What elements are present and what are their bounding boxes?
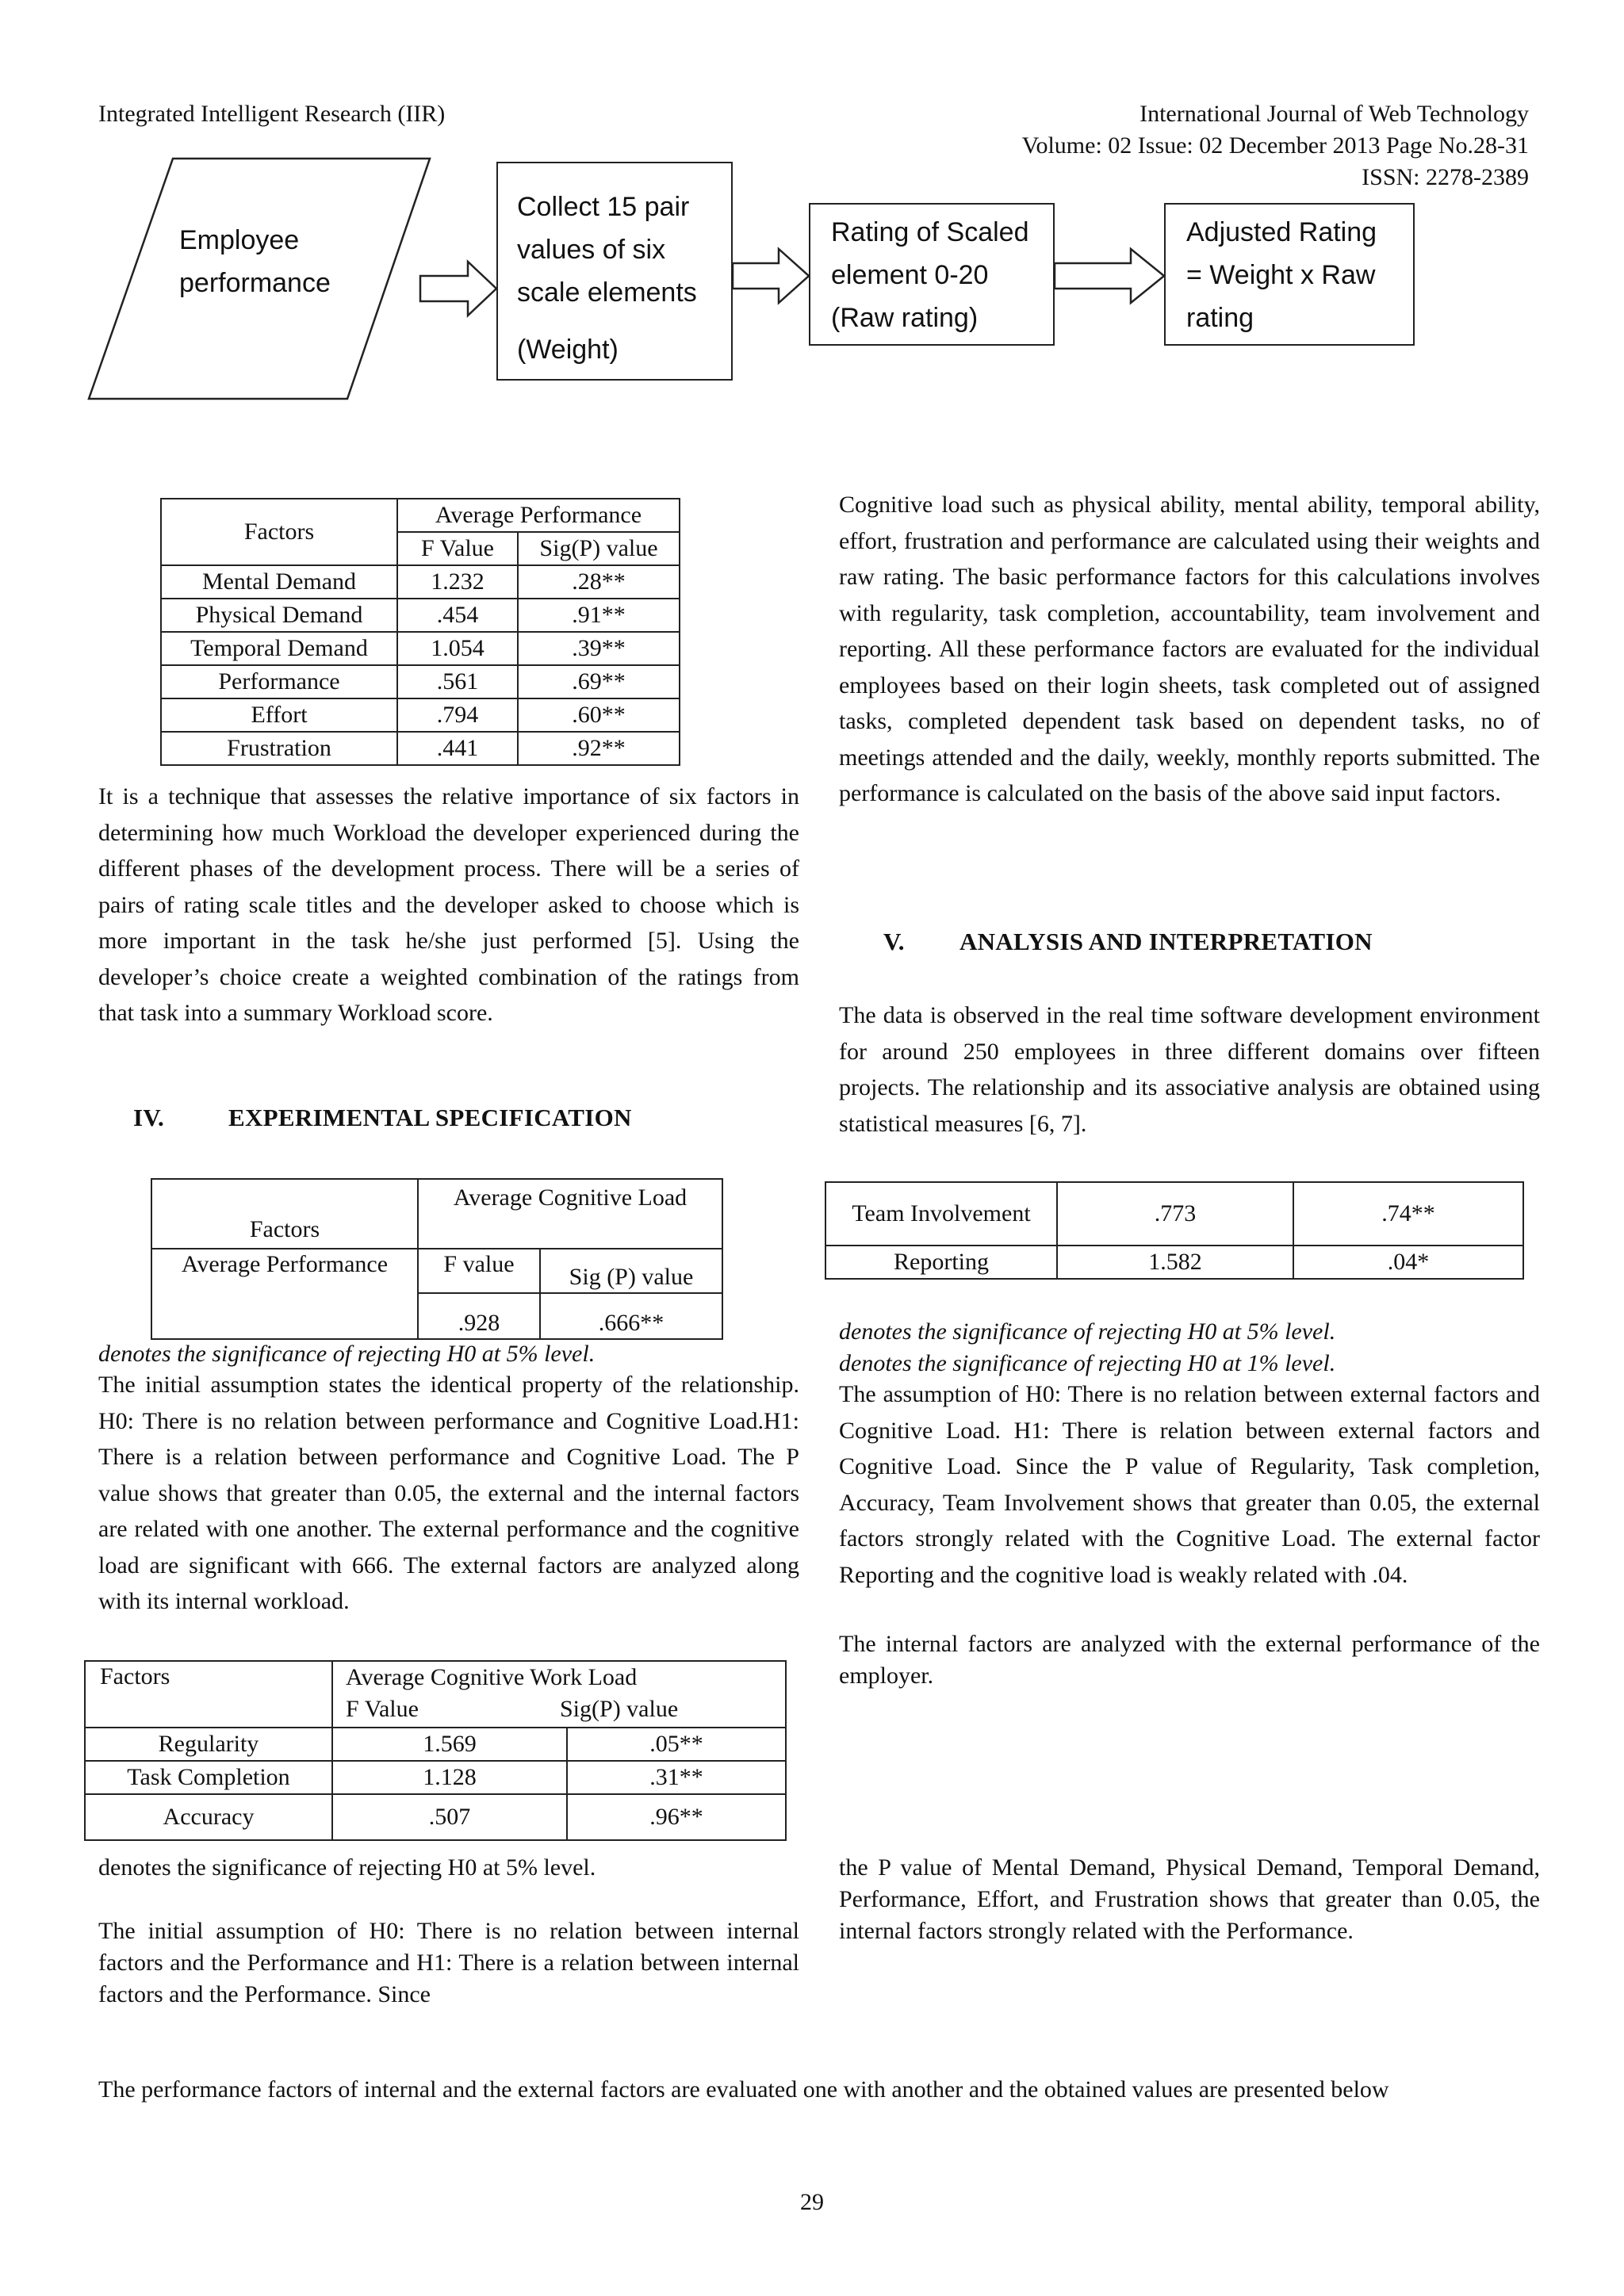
flow-step-raw-rating: Rating of Scaled element 0-20 (Raw rating)	[809, 203, 1055, 346]
flow-step-weight: Collect 15 pair values of six scale elements (Weight)	[496, 162, 733, 381]
journal-issn: ISSN: 2278-2389	[1362, 164, 1529, 190]
table-row: Effort .794 .60**	[161, 698, 680, 732]
page-number: 29	[800, 2189, 824, 2215]
table-row: Mental Demand 1.232 .28**	[161, 565, 680, 599]
table-row: Regularity 1.569 .05**	[85, 1728, 786, 1761]
col-average-cognitive-load: Average Cognitive Load	[418, 1179, 722, 1249]
table-row: Accuracy .507 .96**	[85, 1794, 786, 1840]
col-sig-value: Sig(P) value	[518, 532, 680, 565]
right-paragraph-5: the P value of Mental Demand, Physical Demand, Temporal Demand, Performance, Effort, and Frustration shows that greater than 0.05, the internal factors strongly related with the Performance.	[839, 1854, 1540, 1944]
significance-note-5pct: denotes the significance of rejecting H0 at 5% level.	[839, 1318, 1336, 1345]
arrow-2-icon	[733, 249, 809, 303]
right-paragraph-2: The data is observed in the real time software development environment for around 250 employees in three different domains over fifteen projects. The relationship and its associative analysis are obtained using statistical measures [6, 7].	[839, 1002, 1540, 1137]
arrow-3-icon	[1055, 249, 1164, 303]
flow-input-label: Employee performance	[179, 225, 331, 298]
col-average-cognitive-work-load: Average Cognitive Work Load F Value Sig(P) value	[332, 1661, 786, 1728]
journal-volume: Volume: 02 Issue: 02 December 2013 Page No.28-31	[1021, 132, 1529, 159]
flow-step-adjusted-rating: Adjusted Rating = Weight x Raw rating	[1164, 203, 1415, 346]
arrow-1-icon	[420, 262, 496, 316]
journal-left-header: Integrated Intelligent Research (IIR)	[98, 101, 446, 127]
significance-note: denotes the significance of rejecting H0 at 5% level.	[98, 1341, 596, 1367]
table-external-factors	[84, 1660, 787, 1841]
col-average-performance: Average Performance	[397, 499, 680, 532]
left-paragraph-2: The initial assumption states the identical property of the relationship. H0: There is no relation between performance and Cognitive Load.H1: There is a relation between performance and Cognitive Load. The P value shows that greater than 0.05, the external and the internal factors are related with one another. The external performance and the cognitive load are significant with 666. The external factors are analyzed along with its internal workload.	[98, 1372, 799, 1614]
journal-title: International Journal of Web Technology	[1139, 101, 1529, 127]
table-cognitive-load	[151, 1178, 723, 1340]
col-f-value: F value	[418, 1249, 540, 1293]
section-5-number: V.	[883, 928, 905, 955]
table-row: Team Involvement .773 .74**	[825, 1182, 1523, 1246]
section-4-title: EXPERIMENTAL SPECIFICATION	[228, 1104, 632, 1131]
footer-paragraph: The performance factors of internal and the external factors are evaluated one with another and the obtained values are presented below	[98, 2076, 1389, 2103]
section-5-title: ANALYSIS AND INTERPRETATION	[959, 928, 1373, 955]
significance-note-2: denotes the significance of rejecting H0 at 5% level.	[98, 1854, 596, 1881]
section-4-number: IV.	[133, 1104, 165, 1131]
table-row: Reporting 1.582 .04*	[825, 1246, 1523, 1279]
table-external-factors-continued	[825, 1181, 1524, 1280]
table-row: Task Completion 1.128 .31**	[85, 1761, 786, 1794]
col-factors: Factors	[85, 1661, 332, 1728]
left-paragraph-1: It is a technique that assesses the relative importance of six factors in determining how much Workload the developer experienced during the different phases of the development process. There will be a series of pairs of rating scale titles and the developer asked to choose which is more important in the task he/she just performed [5]. Using the developer’s choice create a weighted combination of the ratings from that task into a summary Workload score.	[98, 783, 799, 1026]
table-row: Physical Demand .454 .91**	[161, 599, 680, 632]
left-paragraph-3: The initial assumption of H0: There is no relation between internal factors and the Performance and H1: There is a relation between internal factors and the Performance. Since	[98, 1918, 799, 2007]
col-sig-value: Sig (P) value	[540, 1249, 722, 1293]
value-sig: .666**	[540, 1293, 722, 1339]
right-paragraph-3: The assumption of H0: There is no relation between external factors and Cognitive Load. H1: There is relation between external factors and Cognitive Load. Since the P value of Regularity, Task completion, Accuracy, Team Involvement shows that greater than 0.05, the external factors strongly related with the Cognitive Load. The external factor Reporting and the cognitive load is weakly related with .04.	[839, 1381, 1540, 1588]
right-paragraph-4: The internal factors are analyzed with the external performance of the employer.	[839, 1631, 1540, 1689]
significance-note-1pct: denotes the significance of rejecting H0 at 1% level.	[839, 1350, 1336, 1376]
table-row: Temporal Demand 1.054 .39**	[161, 632, 680, 665]
table-row: Frustration .441 .92**	[161, 732, 680, 765]
col-factors: Factors	[161, 499, 397, 565]
row-average-performance: Average Performance	[151, 1249, 418, 1339]
table-internal-factors	[160, 498, 680, 766]
col-f-value: F Value	[397, 532, 518, 565]
value-f: .928	[418, 1293, 540, 1339]
right-paragraph-1: Cognitive load such as physical ability, mental ability, temporal ability, effort, frustration and performance are calculated using their weights and raw rating. The basic performance factors for this calculations involves with regularity, task completion, accountability, team involvement and reporting. All these performance factors are evaluated for the individual employees based on their login sheets, task completed out of assigned tasks, completed dependent task based on dependent tasks, no of meetings attended and the daily, weekly, monthly reports submitted. The performance is calculated on the basis of the above said input factors.	[839, 492, 1540, 806]
table-row: Performance .561 .69**	[161, 665, 680, 698]
col-factors: Factors	[151, 1179, 418, 1249]
